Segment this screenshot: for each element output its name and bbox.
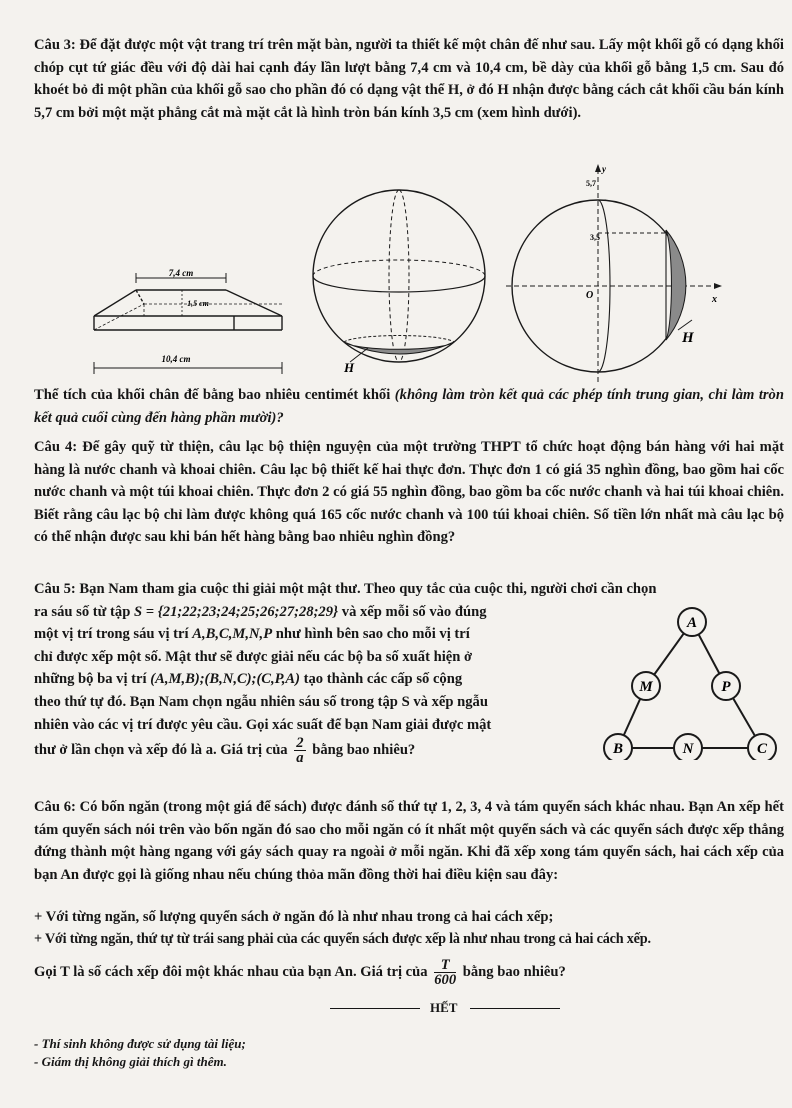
question-3-ask-main: Thể tích của khối chân đế bằng bao nhiêu centimét khối bbox=[34, 387, 391, 403]
question-5-line3b: như hình bên sao cho mỗi vị trí bbox=[275, 626, 470, 643]
question-5-set: S = {21;22;23;24;25;26;27;28;29} bbox=[133, 603, 339, 620]
question-3 bbox=[34, 34, 784, 124]
question-6-text: Có bốn ngăn (trong một giá để sách) được đánh số thứ tự 1, 2, 3, 4 và tám quyển sách khác nhau. Bạn An xếp hết tám quyển sách nói trên vào bốn ngăn đó sao cho mỗi ngăn có ít nhất một quyển sách và các quyển sách được xếp thẳng đứng thành một hàng ngang với gáy sách quay ra ngoài ở mỗi ngăn. Khi đã xếp xong tám quyển sách, hai cách xếp của bạn An được gọi là giống nhau nếu chúng thỏa mãn đồng thời hai điều kiện sau đây: bbox=[34, 799, 784, 883]
question-4-text: Để gây quỹ từ thiện, câu lạc bộ thiện nguyện của một trường THPT tổ chức hoạt động bán hàng với hai mặt hàng là nước chanh và khoai chiên. Câu lạc bộ thiết kế hai thực đơn. Thực đơn 1 có giá 35 nghìn đồng, bao gồm hai cốc nước chanh và một túi khoai chiên. Thực đơn 2 có giá 55 nghìn đồng, bao gồm ba cốc nước chanh và hai túi khoai chiên. Biết rằng câu lạc bộ chỉ làm được không quá 165 cốc nước chanh và 100 túi khoai chiên. Số tiền lớn nhất mà câu lạc bộ có thể nhận được sau khi bán hết hàng bằng bao nhiêu nghìn đồng? bbox=[34, 439, 784, 546]
question-6-final-b: bằng bao nhiêu? bbox=[462, 963, 566, 980]
end-rule-right bbox=[470, 1008, 560, 1009]
node-A: A bbox=[686, 615, 698, 631]
question-6-final-a: Gọi T là số cách xếp đôi một khác nhau của bạn An. Giá trị của bbox=[34, 963, 428, 980]
end-marker bbox=[330, 1000, 580, 1014]
question-4 bbox=[34, 436, 784, 549]
node-P: P bbox=[721, 679, 731, 695]
question-6 bbox=[34, 796, 784, 886]
question-5-line2a: ra sáu số từ tập bbox=[34, 603, 131, 620]
question-5-line8b: bằng bao nhiêu? bbox=[312, 742, 416, 758]
note-no-documents: - Thí sinh không được sử dụng tài liệu; bbox=[34, 1036, 246, 1051]
question-3-text: Để đặt được một vật trang trí trên mặt bàn, người ta thiết kế một chân đế như sau. Lấy một khối gỗ có dạng khối chóp cụt tứ giác đều với độ dài hai cạnh đáy lần lượt bằng 7,4 cm và 10,4 cm, bề dày của khối gỗ bằng 1,5 cm. Sau đó khoét bỏ đi một phần của khối gỗ sao cho phần đó có dạng vật thể H, ở đó H nhận được bằng cách cắt khối cầu bán kính 5,7 cm bởi một mặt phẳng cắt mà mặt cắt là hình tròn bán kính 3,5 cm (xem hình dưới). bbox=[34, 37, 784, 121]
sphere-h-label: H bbox=[344, 360, 355, 375]
node-B: B bbox=[612, 741, 624, 757]
question-5-line1: Bạn Nam tham gia cuộc thi giải một mật thư. Theo quy tắc của cuộc thi, người chơi cần chọn bbox=[79, 581, 657, 597]
circle-axes-figure bbox=[506, 160, 776, 384]
note-no-explanation: - Giám thị không giải thích gì thêm. bbox=[34, 1054, 227, 1069]
origin-label: O bbox=[586, 290, 594, 301]
fraction-T-denominator: 600 bbox=[434, 972, 457, 988]
question-5-line5b: tạo thành các cấp số cộng bbox=[303, 671, 463, 688]
node-C: C bbox=[756, 741, 768, 757]
question-6-label: Câu 6: bbox=[34, 799, 76, 815]
end-rule-left bbox=[330, 1008, 420, 1009]
question-5-line4: chỉ được xếp một số. Mật thư sẽ được giải nếu các bộ ba số xuất hiện ở bbox=[34, 648, 473, 665]
question-5-positions: A,B,C,M,N,P bbox=[192, 626, 273, 643]
circle-h-label: H bbox=[682, 330, 694, 346]
radius-value-label: 5,7 bbox=[586, 179, 596, 188]
question-5-line2b: và xếp mỗi số vào đúng bbox=[341, 603, 487, 620]
question-5-line3a: một vị trí trong sáu vị trí bbox=[34, 626, 189, 643]
question-3-ask-note: (không làm tròn kết quả các phép tính trung gian, chỉ làm tròn kết quả cuối cùng đến hàng phần mười)? bbox=[34, 387, 784, 426]
question-5-triples: (A,M,B);(B,N,C);(C,P,A) bbox=[150, 671, 300, 688]
question-5-line7: nhiên vào các vị trí được yêu cầu. Gọi xác suất để bạn Nam giải được mật bbox=[34, 716, 492, 733]
triangle-diagram bbox=[596, 604, 782, 760]
fraction-T-over-600 bbox=[434, 958, 456, 987]
question-5-line5a: những bộ ba vị trí bbox=[34, 671, 147, 688]
fraction-2-over-a bbox=[294, 736, 305, 765]
cut-value-label: 3,5 bbox=[590, 233, 600, 242]
question-6-condition-1: + Với từng ngăn, số lượng quyển sách ở ngăn đó là như nhau trong cả hai cách xếp; bbox=[34, 909, 554, 925]
node-N: N bbox=[682, 741, 694, 757]
question-6-condition-2: + Với từng ngăn, thứ tự từ trái sang phải của các quyển sách được xếp là như nhau trong cả hai cách xếp. bbox=[34, 931, 651, 947]
question-6-final bbox=[34, 958, 784, 987]
end-label: HẾT bbox=[430, 1000, 458, 1015]
question-5-label: Câu 5: bbox=[34, 581, 76, 597]
fraction-denominator: a bbox=[296, 750, 304, 767]
frustum-top-label: 7,4 cm bbox=[168, 268, 194, 278]
question-5-line8a: thư ở lần chọn và xếp đó là a. Giá trị của bbox=[34, 742, 288, 758]
question-4-label: Câu 4: bbox=[34, 439, 78, 455]
question-3-label: Câu 3: bbox=[34, 37, 76, 53]
sphere-figure bbox=[304, 176, 504, 386]
node-M: M bbox=[639, 679, 653, 695]
frustum-thickness-label: 1,5 cm bbox=[187, 299, 209, 308]
fraction-T-numerator: T bbox=[434, 958, 456, 973]
question-3-ask bbox=[34, 384, 784, 429]
x-axis-label: x bbox=[712, 294, 717, 305]
y-axis-label: y bbox=[602, 164, 606, 174]
fraction-numerator: 2 bbox=[296, 735, 304, 752]
question-5-line6: theo thứ tự đó. Bạn Nam chọn ngẫu nhiên sáu số trong tập S và xếp ngẫu bbox=[34, 693, 488, 710]
frustum-figure bbox=[86, 268, 286, 386]
frustum-bottom-label: 10,4 cm bbox=[161, 354, 191, 364]
